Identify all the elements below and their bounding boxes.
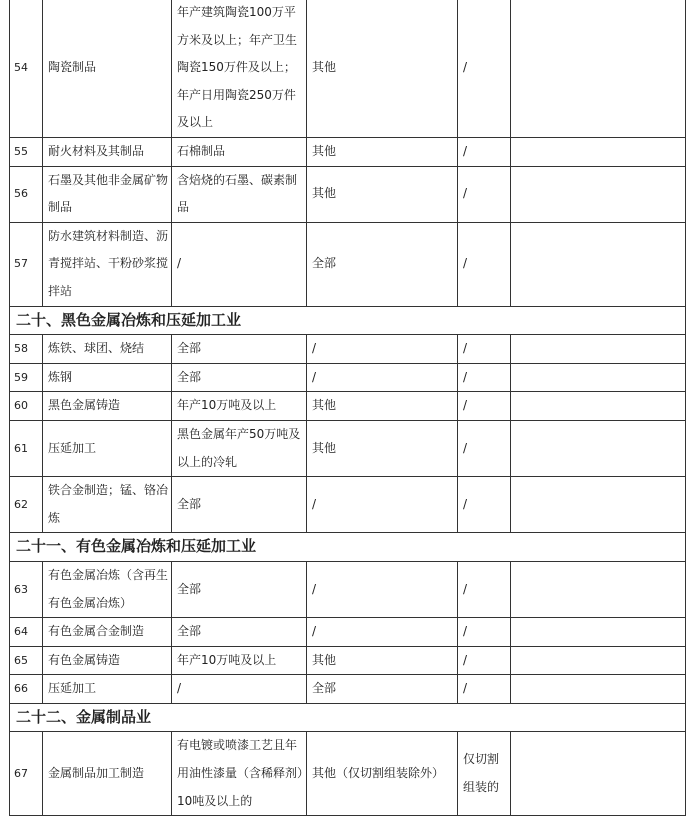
row-number: 56	[10, 166, 43, 222]
row-number: 57	[10, 222, 43, 306]
table-row	[10, 477, 686, 533]
industry-name: 炼铁、球团、烧结	[43, 335, 172, 364]
table-row	[10, 732, 686, 816]
category-cell: /	[458, 561, 511, 617]
row-number: 55	[10, 138, 43, 167]
table-row	[10, 646, 686, 675]
industry-name: 陶瓷制品	[43, 0, 172, 138]
category-cell: /	[458, 363, 511, 392]
row-number: 66	[10, 675, 43, 704]
industry-name: 耐火材料及其制品	[43, 138, 172, 167]
section-heading: 二十一、有色金属冶炼和压延加工业	[10, 533, 686, 562]
note-cell	[511, 561, 686, 617]
section-row	[10, 306, 686, 335]
category-cell: /	[458, 166, 511, 222]
table-row	[10, 420, 686, 476]
note-cell	[511, 675, 686, 704]
category-cell: /	[307, 363, 458, 392]
section-row	[10, 533, 686, 562]
scale-criteria: 石棉制品	[172, 138, 307, 167]
table-row	[10, 561, 686, 617]
category-cell: /	[307, 477, 458, 533]
note-cell	[511, 477, 686, 533]
category-cell: /	[458, 392, 511, 421]
category-cell: /	[307, 335, 458, 364]
category-cell: /	[458, 420, 511, 476]
row-number: 59	[10, 363, 43, 392]
section-row	[10, 703, 686, 732]
note-cell	[511, 222, 686, 306]
category-cell: /	[307, 561, 458, 617]
note-cell	[511, 646, 686, 675]
row-number: 54	[10, 0, 43, 138]
scale-criteria: 全部	[172, 335, 307, 364]
scale-criteria: 全部	[172, 561, 307, 617]
category-cell: /	[458, 0, 511, 138]
industry-name: 有色金属铸造	[43, 646, 172, 675]
scale-criteria: 全部	[172, 618, 307, 647]
industry-name: 金属制品加工制造	[43, 732, 172, 816]
category-cell: 其他	[307, 138, 458, 167]
category-cell: /	[458, 138, 511, 167]
note-cell	[511, 363, 686, 392]
industry-name: 黑色金属铸造	[43, 392, 172, 421]
table-row	[10, 618, 686, 647]
row-number: 62	[10, 477, 43, 533]
note-cell	[511, 618, 686, 647]
category-cell: /	[458, 477, 511, 533]
category-cell: /	[458, 675, 511, 704]
note-cell	[511, 0, 686, 138]
note-cell	[511, 138, 686, 167]
industry-name: 炼钢	[43, 363, 172, 392]
row-number: 63	[10, 561, 43, 617]
category-cell: /	[458, 222, 511, 306]
table-row	[10, 363, 686, 392]
note-cell	[511, 335, 686, 364]
scale-criteria: /	[172, 675, 307, 704]
industry-name: 有色金属冶炼（含再生有色金属冶炼）	[43, 561, 172, 617]
note-cell	[511, 732, 686, 816]
table-row	[10, 138, 686, 167]
note-cell	[511, 420, 686, 476]
industry-name: 压延加工	[43, 420, 172, 476]
category-cell: 全部	[307, 222, 458, 306]
row-number: 61	[10, 420, 43, 476]
industry-name: 有色金属合金制造	[43, 618, 172, 647]
table-row	[10, 166, 686, 222]
category-cell: /	[458, 335, 511, 364]
section-heading: 二十二、金属制品业	[10, 703, 686, 732]
row-number: 60	[10, 392, 43, 421]
note-cell	[511, 392, 686, 421]
scale-criteria: 年产10万吨及以上	[172, 646, 307, 675]
scale-criteria: 有电镀或喷漆工艺且年用油性漆量（含稀释剂）10吨及以上的	[172, 732, 307, 816]
category-cell: /	[458, 618, 511, 647]
category-cell: 其他	[307, 420, 458, 476]
category-cell: 其他	[307, 0, 458, 138]
category-cell: 其他（仅切割组装除外）	[307, 732, 458, 816]
scale-criteria: 全部	[172, 363, 307, 392]
category-cell: 其他	[307, 166, 458, 222]
scale-criteria: 含焙烧的石墨、碳素制品	[172, 166, 307, 222]
industry-name: 压延加工	[43, 675, 172, 704]
table-row	[10, 675, 686, 704]
category-cell: /	[458, 646, 511, 675]
table-row	[10, 222, 686, 306]
table-row	[10, 0, 686, 138]
category-cell: 全部	[307, 675, 458, 704]
industry-name: 防水建筑材料制造、沥青搅拌站、干粉砂浆搅拌站	[43, 222, 172, 306]
industry-name: 铁合金制造；锰、铬冶炼	[43, 477, 172, 533]
scale-criteria: 年产10万吨及以上	[172, 392, 307, 421]
scale-criteria: 黑色金属年产50万吨及以上的冷轧	[172, 420, 307, 476]
category-cell: /	[307, 618, 458, 647]
industry-catalog-table	[9, 0, 686, 816]
scale-criteria: 年产建筑陶瓷100万平方米及以上；年产卫生陶瓷150万件及以上；年产日用陶瓷250万件及以上	[172, 0, 307, 138]
row-number: 65	[10, 646, 43, 675]
industry-name: 石墨及其他非金属矿物制品	[43, 166, 172, 222]
section-heading: 二十、黑色金属冶炼和压延加工业	[10, 306, 686, 335]
table-row	[10, 392, 686, 421]
scale-criteria: /	[172, 222, 307, 306]
category-cell: 其他	[307, 392, 458, 421]
table-row	[10, 335, 686, 364]
scale-criteria: 全部	[172, 477, 307, 533]
row-number: 64	[10, 618, 43, 647]
category-cell: 仅切割组装的	[458, 732, 511, 816]
note-cell	[511, 166, 686, 222]
row-number: 58	[10, 335, 43, 364]
category-cell: 其他	[307, 646, 458, 675]
row-number: 67	[10, 732, 43, 816]
